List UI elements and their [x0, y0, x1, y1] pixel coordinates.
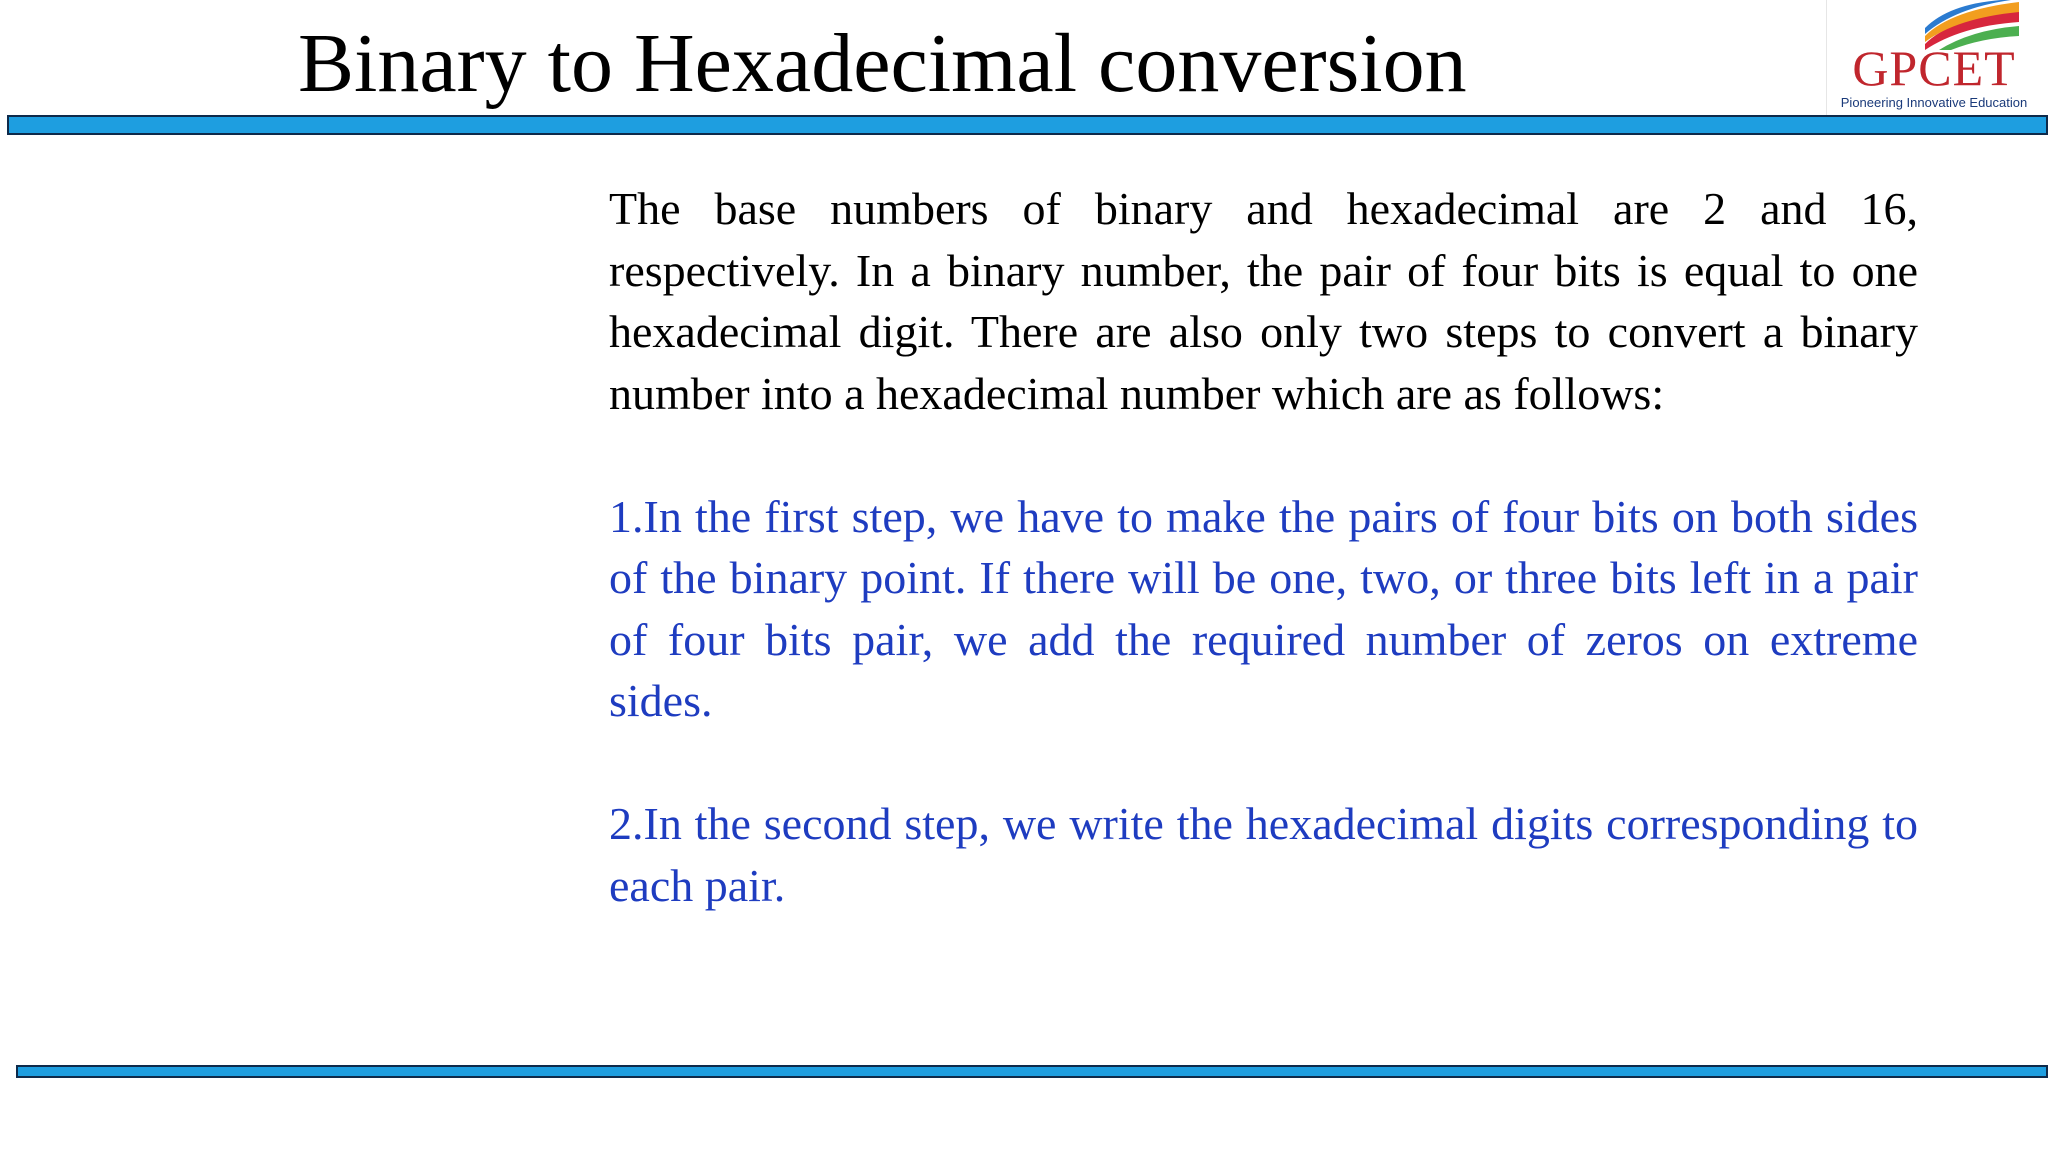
logo-name: GPCET [1852, 40, 2016, 96]
top-divider [7, 115, 2048, 135]
logo-tagline: Pioneering Innovative Education [1840, 95, 2028, 110]
paragraph-spacer [609, 424, 1918, 486]
college-logo [1826, 0, 2040, 116]
bottom-divider [16, 1065, 2048, 1078]
slide-title: Binary to Hexadecimal conversion [298, 17, 1467, 110]
paragraph-spacer [609, 732, 1918, 794]
intro-paragraph: The base numbers of binary and hexadecimal are 2 and 16, respectively. In a binary number, the pair of four bits is equal to one hexadecimal digit. There are also only two steps to convert a binary number into a hexadecimal number which are as follows: [609, 183, 1918, 419]
slide-body [609, 178, 1918, 916]
step-1-paragraph: 1.In the first step, we have to make the pairs of four bits on both sides of the binary point. If there will be one, two, or three bits left in a pair of four bits pair, we add the required number of zeros on extreme sides. [609, 490, 1918, 726]
step-2-paragraph: 2.In the second step, we write the hexadecimal digits corresponding to each pair. [609, 798, 1918, 911]
